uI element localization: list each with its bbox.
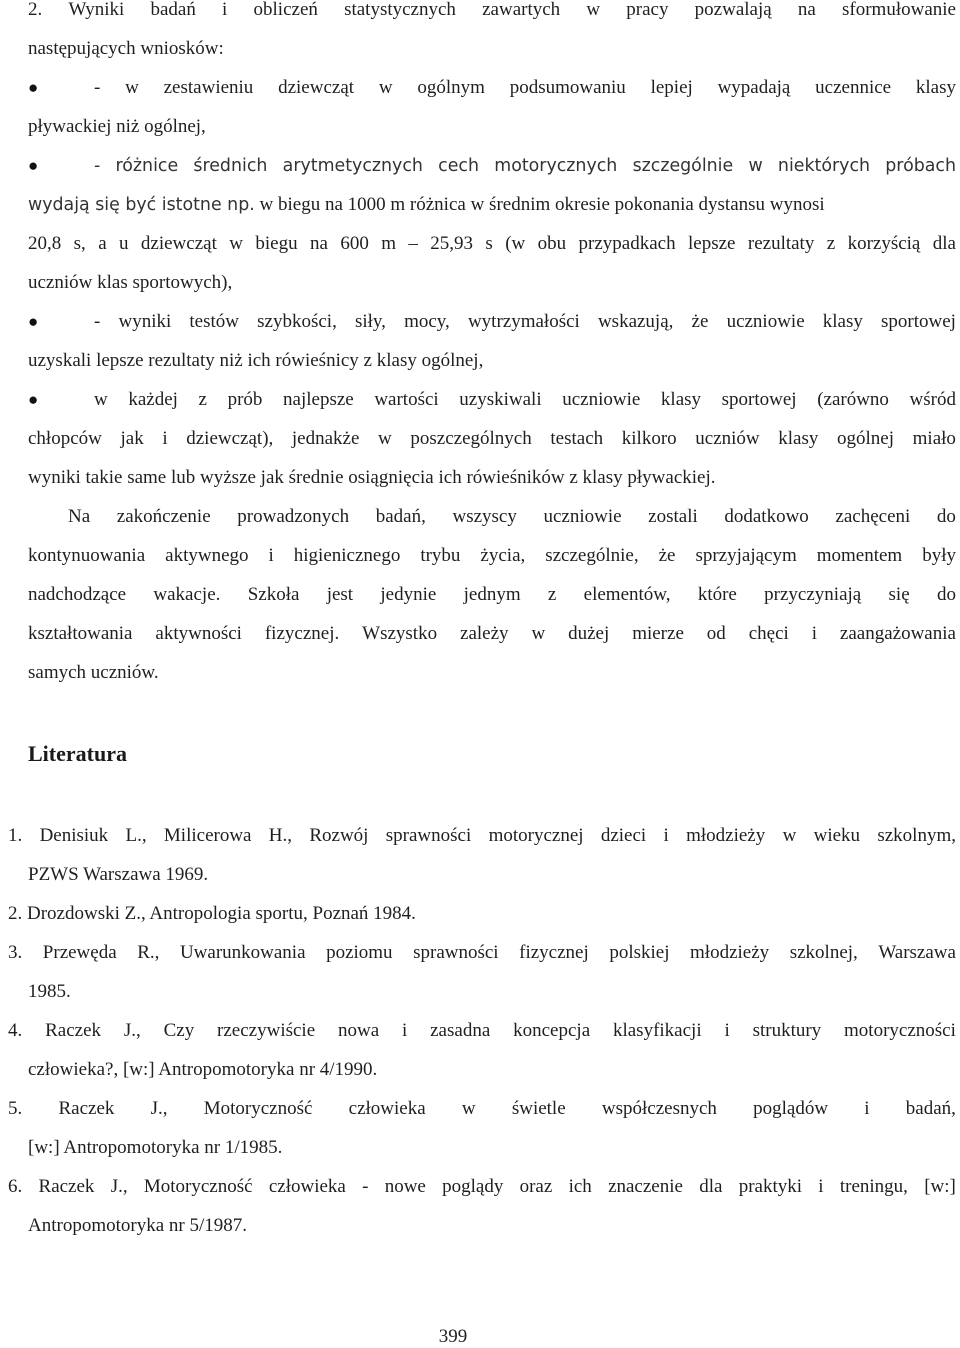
word: szybkości,: [257, 311, 337, 332]
word: uczniowie: [726, 311, 805, 332]
word: –: [408, 233, 418, 254]
word: Warszawa: [878, 942, 956, 963]
word: koncepcja: [513, 1020, 591, 1041]
bullet-item-3: [28, 312, 956, 351]
word: świetle: [511, 1098, 566, 1119]
word: i: [663, 825, 669, 846]
word: Na: [68, 506, 91, 527]
word: się: [888, 584, 910, 605]
bullet-4-continuation-2: wyniki takie same lub wyższe jak średnie osiągnięcia ich rówieśników z klasy pływackiej.: [28, 467, 716, 488]
bullet-2-continuation-2: uczniów klas sportowych),: [28, 272, 233, 293]
word: J.,: [150, 1098, 168, 1119]
word: siły,: [354, 311, 386, 332]
word: 3.: [8, 942, 23, 963]
word: Uwarunkowania: [179, 942, 306, 963]
bullet-4-continuation-1: [28, 429, 956, 468]
word: uczennice: [815, 77, 892, 98]
word: biegu: [255, 233, 298, 254]
word: klasy: [778, 428, 819, 449]
word: rezultaty: [747, 233, 815, 254]
word: obliczeń: [253, 0, 318, 20]
word: 20,8: [28, 233, 62, 254]
word: średnich: [193, 156, 268, 176]
word: w: [94, 389, 108, 410]
word: dla: [699, 1176, 723, 1197]
word: i: [864, 1098, 870, 1119]
word: Motoryczność: [203, 1098, 313, 1119]
word: i: [222, 0, 228, 20]
word: Motoryczność: [143, 1176, 253, 1197]
word: w: [748, 156, 763, 176]
word: Szkoła: [247, 584, 300, 605]
word: kontynuowania: [28, 545, 146, 566]
word: testach: [550, 428, 604, 449]
word: znaczenie: [608, 1176, 683, 1197]
word: w: [229, 233, 243, 254]
word: szczególnie,: [545, 545, 639, 566]
word: człowieka: [348, 1098, 426, 1119]
word: 5.: [8, 1098, 23, 1119]
bullet-icon: ●: [28, 156, 39, 175]
word: na: [309, 233, 328, 254]
bullet-2-first-line: [94, 156, 956, 176]
word: w: [782, 825, 797, 846]
word: i: [811, 623, 817, 644]
word: poszczególnych: [410, 428, 532, 449]
word: młodzieży: [690, 942, 770, 963]
bullet-icon: ●: [28, 78, 39, 97]
word: klasy: [915, 77, 956, 98]
word: jednakże: [291, 428, 360, 449]
conclusion-line-3: [28, 585, 956, 624]
word: szczególnie: [632, 156, 734, 176]
word: badań: [150, 0, 196, 20]
word: jedynie: [380, 584, 437, 605]
word: lepiej: [650, 77, 693, 98]
word: badań,: [375, 506, 426, 527]
word: klasyfikacji: [612, 1020, 702, 1041]
word: przyczyniają: [764, 584, 862, 605]
word: wartości: [374, 389, 439, 410]
word: w: [378, 77, 393, 98]
literature-heading: Literatura: [28, 741, 127, 766]
word: korzyścią: [847, 233, 921, 254]
reference-3-line-1: [8, 943, 956, 982]
bullet-item-1: [28, 78, 956, 117]
word: lepsze: [688, 233, 736, 254]
reference-6-line-1: [8, 1177, 956, 1216]
bullet-1-first-line: [94, 78, 956, 98]
word: wypadają: [717, 77, 791, 98]
word: s: [485, 233, 493, 254]
page-number: 399: [438, 1326, 468, 1347]
reference-list: [8, 826, 956, 1255]
word: w: [378, 428, 392, 449]
word: życia,: [480, 545, 526, 566]
word: jak: [120, 428, 144, 449]
word: i: [162, 428, 168, 449]
bullet-3-first-line: [94, 312, 956, 332]
word: 600: [340, 233, 369, 254]
bullet-2-continuation-1: [28, 234, 956, 273]
word: ogólnym: [417, 77, 485, 98]
reference-2-number: 2.: [8, 903, 23, 924]
word: 4.: [8, 1020, 23, 1041]
word: przypadkach: [578, 233, 676, 254]
word: różnice: [115, 156, 179, 176]
word: zostali: [648, 506, 698, 527]
word: od: [706, 623, 726, 644]
bullet-2-mixed-line: [28, 195, 956, 234]
word: 1.: [8, 825, 23, 846]
intro-line-2: następujących wniosków:: [28, 38, 224, 59]
word: Czy: [163, 1020, 195, 1041]
word: arytmetycznych: [282, 156, 423, 176]
word: statystycznych: [344, 0, 456, 20]
word: w: [461, 1098, 476, 1119]
word: dziewcząt: [278, 77, 355, 98]
word: fizycznej.: [264, 623, 340, 644]
word: zaangażowania: [839, 623, 956, 644]
word: Milicerowa: [163, 825, 252, 846]
reference-2-text: Drozdowski Z., Antropologia sportu, Poznań 1984.: [27, 903, 416, 924]
word: wszyscy: [452, 506, 517, 527]
conclusion-line-5: samych uczniów.: [28, 662, 159, 683]
reference-3-line-2: 1985.: [28, 981, 71, 1002]
document-body: [28, 0, 956, 702]
word: klasy: [822, 311, 863, 332]
reference-5-line-1: [8, 1099, 956, 1138]
word: Przewęda: [42, 942, 117, 963]
word: wyniki: [118, 311, 172, 332]
word: próbach: [885, 156, 956, 176]
word: uczniowie: [562, 389, 641, 410]
word: m: [381, 233, 396, 254]
word: w: [586, 0, 601, 20]
bullet-item-4: [28, 390, 956, 429]
word: dziewcząt),: [186, 428, 274, 449]
word: poziomu: [326, 942, 393, 963]
word: sportowej: [721, 389, 797, 410]
word: -: [94, 156, 101, 176]
word: dziewcząt: [140, 233, 217, 254]
word: uzyskiwali: [459, 389, 542, 410]
word: obu: [537, 233, 567, 254]
word: a: [98, 233, 107, 254]
word: z: [198, 389, 207, 410]
word: Raczek: [45, 1020, 101, 1041]
word: ogólnej: [837, 428, 895, 449]
word: Denisiuk: [39, 825, 109, 846]
word: wskazują,: [597, 311, 674, 332]
word: chęci: [748, 623, 789, 644]
word: [w:]: [924, 1176, 956, 1197]
word: sportowej: [881, 311, 956, 332]
word: uczniowie: [543, 506, 622, 527]
word: trybu: [420, 545, 461, 566]
word: R.,: [137, 942, 160, 963]
word: oraz: [519, 1176, 553, 1197]
word: były: [922, 545, 956, 566]
word: podsumowaniu: [509, 77, 626, 98]
word: na: [797, 0, 816, 20]
intro-line-1: [28, 0, 956, 39]
word: nowa: [338, 1020, 380, 1041]
word: wieku: [813, 825, 861, 846]
word: pracy: [626, 0, 669, 20]
word: nowe: [384, 1176, 426, 1197]
word: sprzyjającym: [695, 545, 797, 566]
bullet-3-continuation: uzyskali lepsze rezultaty niż ich rówieśnicy z klasy ogólnej,: [28, 350, 484, 371]
word: Raczek: [38, 1176, 95, 1197]
word: w: [125, 77, 139, 98]
word: z: [547, 584, 557, 605]
word: ich: [568, 1176, 592, 1197]
word: że: [658, 545, 676, 566]
word: zakończenie: [116, 506, 211, 527]
word: w: [531, 623, 546, 644]
word: (zarówno: [817, 389, 889, 410]
word: mocy,: [404, 311, 450, 332]
word: współczesnych: [601, 1098, 717, 1119]
word: zawartych: [482, 0, 561, 20]
word: u: [119, 233, 129, 254]
conclusion-line-1: [28, 507, 956, 546]
word: człowieka: [268, 1176, 346, 1197]
bullet-icon: ●: [28, 312, 39, 331]
word: z: [826, 233, 836, 254]
conclusion-line-2: [28, 546, 956, 585]
word: dzieci: [600, 825, 647, 846]
word: aktywnego: [165, 545, 249, 566]
word: sprawności: [385, 825, 472, 846]
word: Wyniki: [68, 0, 125, 20]
word: i: [268, 545, 274, 566]
word: rzeczywiście: [217, 1020, 316, 1041]
reference-1-line-1: [8, 826, 956, 865]
word: młodzieży: [686, 825, 766, 846]
word: i: [818, 1176, 824, 1197]
word: dla: [932, 233, 956, 254]
word: chłopców: [28, 428, 102, 449]
conclusion-line-4: [28, 624, 956, 663]
word: motoryczności: [844, 1020, 956, 1041]
word: dodatkowo: [724, 506, 809, 527]
word: J.,: [123, 1020, 141, 1041]
word: do: [936, 506, 956, 527]
word: zachęceni: [835, 506, 911, 527]
word: higienicznego: [293, 545, 401, 566]
word: pozwalają: [694, 0, 772, 20]
word: badań,: [905, 1098, 956, 1119]
word: -: [94, 311, 101, 332]
word: (w: [505, 233, 526, 254]
word: kilkoro: [621, 428, 677, 449]
word: praktyki: [738, 1176, 803, 1197]
word: motorycznych: [494, 156, 618, 176]
word: że: [691, 311, 709, 332]
word: struktury: [752, 1020, 822, 1041]
word: mierze: [632, 623, 684, 644]
word: wśród: [909, 389, 956, 410]
word: i: [724, 1020, 730, 1041]
word: J.,: [110, 1176, 128, 1197]
word: uczniów: [695, 428, 760, 449]
word: jednym: [463, 584, 521, 605]
bullet-2-sans-fragment: wydają się być istotne np.: [28, 195, 255, 215]
word: klasy: [660, 389, 702, 410]
bullet-1-continuation: pływackiej niż ogólnej,: [28, 116, 206, 137]
reference-5-line-2: [w:] Antropomotoryka nr 1/1985.: [28, 1137, 283, 1158]
word: momentem: [816, 545, 903, 566]
word: elementów,: [583, 584, 671, 605]
word: miało: [912, 428, 956, 449]
word: polskiej: [609, 942, 670, 963]
word: nadchodzące: [28, 584, 127, 605]
reference-2-line-1: [8, 904, 956, 943]
word: sformułowanie: [842, 0, 956, 20]
bullet-4-first-line: [94, 390, 956, 410]
reference-4-line-1: [8, 1021, 956, 1060]
word: kształtowania: [28, 623, 133, 644]
word: s,: [73, 233, 86, 254]
word: Wszystko: [362, 623, 438, 644]
word: zależy: [460, 623, 509, 644]
word: szkolnej,: [789, 942, 858, 963]
word: niektórych: [777, 156, 871, 176]
word: -: [362, 1176, 369, 1197]
word: L.,: [125, 825, 147, 846]
word: fizycznej: [519, 942, 589, 963]
word: każdej: [128, 389, 178, 410]
word: zasadna: [430, 1020, 491, 1041]
word: szkolnym,: [877, 825, 956, 846]
word: najlepsze: [283, 389, 354, 410]
word: prób: [227, 389, 263, 410]
word: 2.: [28, 0, 43, 20]
word: Raczek: [58, 1098, 115, 1119]
word: dużej: [568, 623, 610, 644]
word: wakacje.: [153, 584, 221, 605]
word: wytrzymałości: [467, 311, 580, 332]
word: 25,93: [430, 233, 474, 254]
word: Rozwój: [309, 825, 369, 846]
reference-1-line-2: PZWS Warszawa 1969.: [28, 864, 209, 885]
word: H.,: [268, 825, 293, 846]
word: treningu,: [839, 1176, 908, 1197]
reference-4-line-2: człowieka?, [w:] Antropomotoryka nr 4/1990.: [28, 1059, 378, 1080]
word: i: [402, 1020, 408, 1041]
bullet-item-2: [28, 156, 956, 195]
word: prowadzonych: [237, 506, 350, 527]
word: 6.: [8, 1176, 23, 1197]
word: aktywności: [155, 623, 242, 644]
word: motorycznej: [488, 825, 584, 846]
word: cech: [438, 156, 480, 176]
word: testów: [189, 311, 239, 332]
word: które: [697, 584, 737, 605]
reference-6-line-2: Antropomotoryka nr 5/1987.: [28, 1215, 248, 1236]
word: zestawieniu: [163, 77, 254, 98]
bullet-2-serif-fragment: w biegu na 1000 m różnica w średnim okresie pokonania dystansu wynosi: [254, 194, 825, 215]
word: poglądów: [753, 1098, 829, 1119]
word: sprawności: [413, 942, 499, 963]
bullet-icon: ●: [28, 390, 39, 409]
word: do: [936, 584, 956, 605]
word: jest: [326, 584, 354, 605]
word: poglądy: [442, 1176, 504, 1197]
word: -: [94, 77, 101, 98]
